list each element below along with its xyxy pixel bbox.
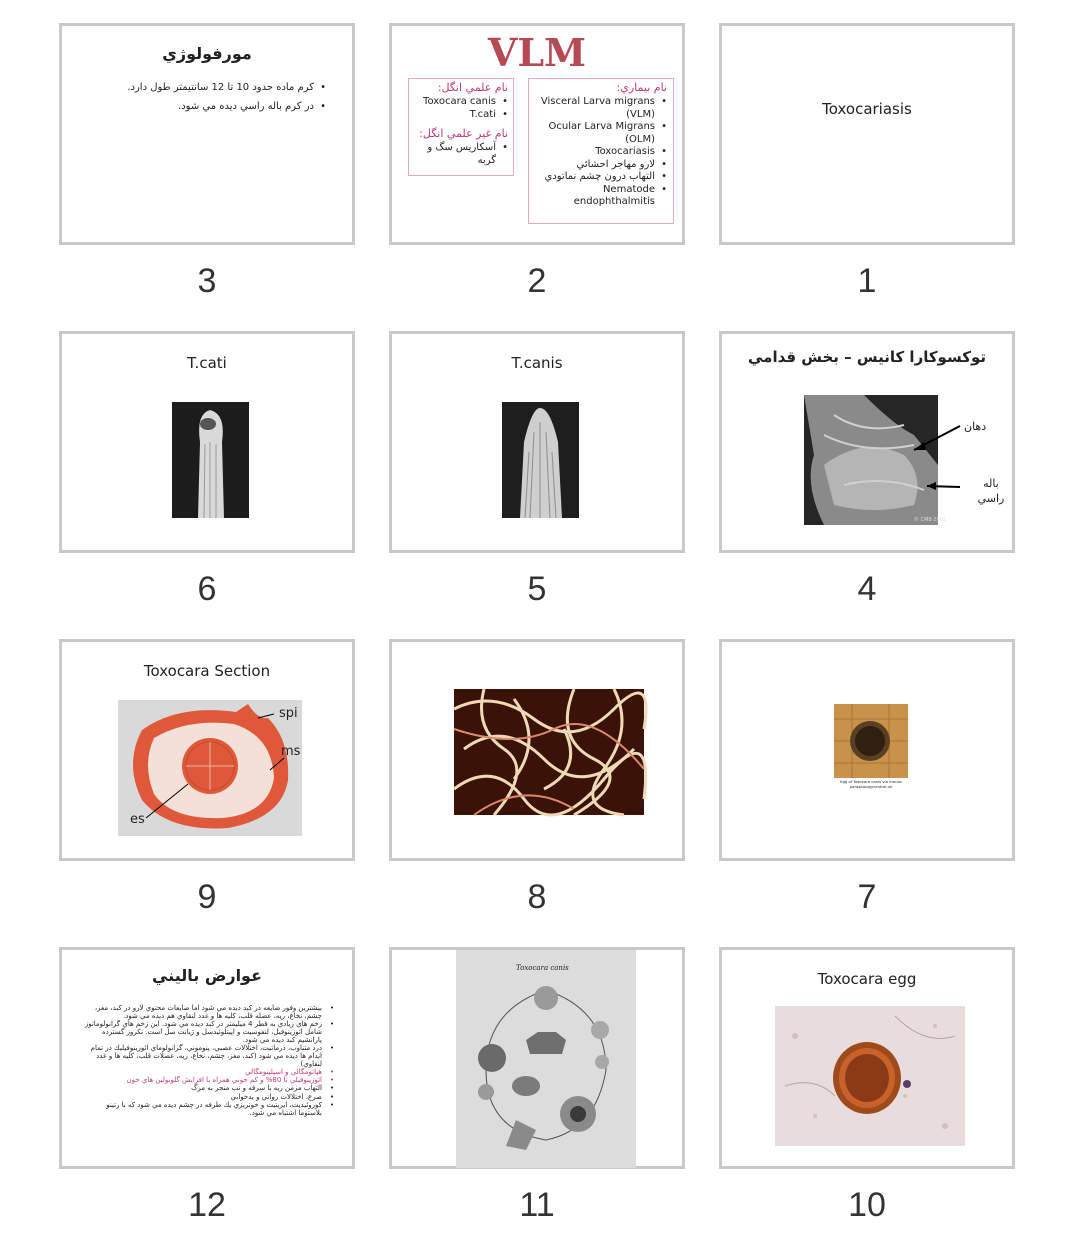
- list-item: • Ocular Larva Migrans (OLM): [535, 121, 667, 146]
- slide-title: مورفولوژي: [162, 44, 252, 63]
- life-cycle-diagram: [456, 950, 636, 1168]
- egg-micrograph-image: [775, 1006, 965, 1146]
- list-item: • لارو مهاجر احشائي: [535, 159, 667, 172]
- list-item: • صرع، اختلالات رواني و بدخوابي: [82, 1093, 334, 1101]
- bullet-list: [535, 96, 667, 209]
- slide-number: 3: [197, 262, 217, 300]
- slide-thumbnail-3[interactable]: [59, 23, 355, 245]
- slide-number: 10: [848, 1186, 886, 1224]
- slide-title: T.cati: [187, 354, 227, 372]
- slide-thumbnail-9[interactable]: [59, 639, 355, 861]
- slide-number: 7: [857, 878, 877, 916]
- list-item: • آسكاريس سگ و گربه: [414, 142, 508, 167]
- bullet-list: [82, 1004, 334, 1117]
- parasite-names-box: [408, 78, 514, 176]
- box-heading: نام غير علمي انگل:: [419, 127, 508, 140]
- image-caption: Egg of Toxocara canis via mouse parasitologycentral.uk: [840, 779, 902, 789]
- slide-title: عوارض باليني: [151, 966, 263, 985]
- box-heading: نام علمي انگل:: [437, 81, 508, 94]
- label-spi: spi: [279, 706, 298, 721]
- larvae-micrograph-image: [454, 689, 644, 815]
- slide-thumbnail-5[interactable]: [389, 331, 685, 553]
- list-item: • Nematode endophthalmitis: [535, 184, 667, 209]
- slide-number: 8: [527, 878, 547, 916]
- egg-image: [834, 704, 908, 778]
- box-heading: نام بيماري:: [616, 81, 667, 94]
- label-fin: باله راسي: [977, 477, 1005, 506]
- worm-head-image: [502, 402, 579, 518]
- list-item: • Toxocara canis: [414, 96, 508, 109]
- slide-title: Toxocara Section: [143, 662, 271, 680]
- slide-number: 11: [519, 1186, 555, 1224]
- label-mouth: دهان: [964, 420, 987, 433]
- slide-thumbnail-6[interactable]: [59, 331, 355, 553]
- label-es: es: [130, 812, 145, 827]
- slide-title: Toxocara egg: [817, 970, 917, 988]
- slide-number: 6: [197, 570, 217, 608]
- slide-title: VLM: [487, 30, 587, 75]
- slide-number: 2: [527, 262, 547, 300]
- slide-thumbnail-10[interactable]: [719, 947, 1015, 1169]
- list-item: • در كرم باله راسي ديده مي شود.: [82, 101, 326, 114]
- list-item: • هپاتومگالي و اسپلينومگالي: [82, 1068, 334, 1076]
- list-item: • Toxocariasis: [535, 146, 667, 159]
- slide-number: 1: [857, 262, 877, 300]
- slide-thumbnail-12[interactable]: [59, 947, 355, 1169]
- slide-number: 4: [857, 570, 877, 608]
- slide-thumbnail-1[interactable]: [719, 23, 1015, 245]
- pointer-arrows: [872, 414, 972, 514]
- slide-number: 5: [527, 570, 547, 608]
- list-item: • T.cati: [414, 109, 508, 122]
- bullet-list: [82, 82, 326, 113]
- svg-text:© CMB 2001: © CMB 2001: [914, 517, 947, 523]
- diagram-title: Toxocara canis: [516, 964, 569, 972]
- label-ms: ms: [281, 744, 301, 759]
- slide-number: 9: [197, 878, 217, 916]
- slide-title: Toxocariasis: [822, 100, 912, 118]
- slide-thumbnail-11[interactable]: [389, 947, 685, 1169]
- list-item: • التهاب مزمن ريه با سرفه و تب منجر به مرگ: [82, 1084, 334, 1092]
- bullet-list: [414, 96, 508, 121]
- list-item: • ائوزينوفيلي تا 80% و كم خوني همراه با افزايش گلوبولين هاي خون: [82, 1076, 334, 1084]
- list-item: • كوروئيديت، ايريتيت و خونريزي يك طرفه در چشم ديده مي شود كه با رتينو بلاستوما اشتباه مي شود.: [82, 1101, 334, 1117]
- list-item: • درد متناوب، درماتيت، اختلالات عصبي، پنوموني، گرانولوماي ائوزينوفيليك در تمام اندام ها ديده مي شود (كبد، مغز، چشم، نخاع، ريه، عضلات قلب، كليه ها و غدد لنفاوي): [82, 1044, 334, 1068]
- list-item: • كرم ماده حدود 10 تا 12 سانتيمتر طول دارد.: [82, 82, 326, 95]
- list-item: • Visceral Larva migrans (VLM): [535, 96, 667, 121]
- bullet-list: [414, 142, 508, 167]
- worm-head-image: [172, 402, 249, 518]
- slide-thumbnail-4[interactable]: [719, 331, 1015, 553]
- list-item: • بيشترين وفور ضايعه در كبد ديده مي شود اما ضايعات محتوي لارو در كبد، مغز، چشم، نخاع، ريه، عضله قلب، كليه ها و غدد لنفاوي هم ديده مي شود.: [82, 1004, 334, 1020]
- list-item: • زخم هاي زيادي به قطر 4 ميليمتر در كبد ديده مي شود. اين زخم هاي گرانولوماتوز شامل ائوزينوفيل، لنفوسيت و اپيتلوئيدسل و ژيانت سل است. نكروز گسترده پارانشيم كبد ديده مي شود.: [82, 1020, 334, 1044]
- disease-names-box: [528, 78, 674, 224]
- slide-title: T.canis: [511, 354, 563, 372]
- slide-thumbnail-7[interactable]: [719, 639, 1015, 861]
- slide-number: 12: [188, 1186, 226, 1224]
- cross-section-image: [118, 700, 302, 836]
- list-item: • التهاب درون چشم نماتودي: [535, 171, 667, 184]
- slide-title: توكسوكارا كانيس – بخش قدامي: [747, 348, 986, 366]
- slide-thumbnail-8[interactable]: [389, 639, 685, 861]
- slide-thumbnail-2[interactable]: [389, 23, 685, 245]
